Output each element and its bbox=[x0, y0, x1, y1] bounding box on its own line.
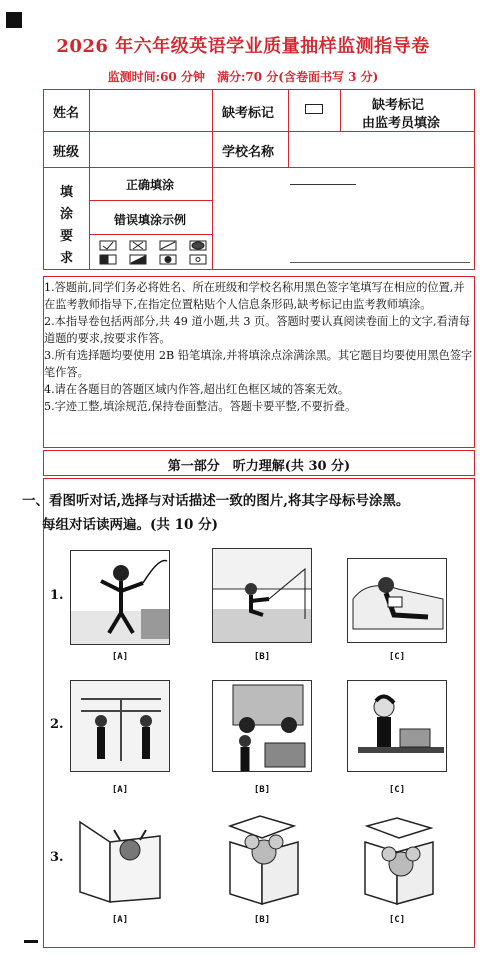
instruction-3: 3.所有选择题均要使用 2B 铅笔填涂,并将填涂点涂满涂黑。其它题目均要使用黑色签字笔作答。 bbox=[44, 349, 473, 379]
option-b[interactable]: [B] bbox=[253, 915, 271, 925]
part1-title: 第一部分 听力理解(共 30 分) bbox=[167, 459, 351, 474]
option-a[interactable]: [A] bbox=[111, 785, 129, 795]
class-label: 班级 bbox=[53, 145, 80, 160]
q1-title: 一、看图听对话,选择与对话描述一致的图片,将其字母标号涂黑。 bbox=[22, 493, 410, 509]
name-field[interactable] bbox=[91, 91, 211, 130]
fill-req-char: 填 bbox=[60, 185, 74, 200]
option-b[interactable]: [B] bbox=[253, 652, 271, 662]
option-c[interactable]: [C] bbox=[388, 915, 406, 925]
fill-req-char: 要 bbox=[60, 229, 74, 244]
instruction-2: 2.本指导卷包括两部分,共 49 道小题,共 3 页。答题时要认真阅读卷面上的文字,看清每道题的要求,按要求作答。 bbox=[44, 315, 471, 345]
picture-1c bbox=[347, 558, 447, 643]
divider bbox=[340, 89, 341, 131]
divider bbox=[89, 167, 90, 270]
page-title: 2026 年六年级英语学业质量抽样监测指导卷 bbox=[56, 36, 430, 57]
class-field[interactable] bbox=[91, 133, 211, 166]
picture-1b bbox=[212, 548, 312, 643]
instruction-5: 5.字迹工整,填涂规范,保持卷面整洁。答题卡要平整,不要折叠。 bbox=[44, 400, 357, 413]
divider bbox=[89, 200, 212, 201]
absent-label: 缺考标记 bbox=[222, 106, 275, 121]
alignment-mark bbox=[24, 940, 38, 943]
correct-fill-label: 正确填涂 bbox=[126, 178, 175, 192]
picture-2c bbox=[347, 680, 447, 772]
option-c[interactable]: [C] bbox=[388, 785, 406, 795]
question-number: 3. bbox=[50, 850, 64, 865]
q1-subtitle: 每组对话读两遍。(共 10 分) bbox=[42, 517, 218, 533]
page-subtitle: 监测时间:60 分钟 满分:70 分(含卷面书写 3 分) bbox=[107, 70, 379, 84]
fill-req-char: 涂 bbox=[60, 207, 74, 222]
absent-note-line2: 由监考员填涂 bbox=[362, 116, 441, 131]
school-label: 学校名称 bbox=[222, 145, 275, 160]
divider bbox=[288, 89, 289, 167]
fill-req-char: 求 bbox=[60, 251, 74, 266]
divider bbox=[89, 89, 90, 167]
option-c[interactable]: [C] bbox=[388, 652, 406, 662]
question-number: 1. bbox=[50, 588, 64, 603]
divider bbox=[43, 167, 475, 168]
picture-3a bbox=[70, 812, 170, 907]
instructions bbox=[44, 279, 474, 415]
instruction-4: 4.请在各题目的答题区域内作答,超出红色框区域的答案无效。 bbox=[44, 383, 350, 396]
barcode-line bbox=[290, 184, 356, 185]
alignment-mark bbox=[6, 12, 22, 28]
option-b[interactable]: [B] bbox=[253, 785, 271, 795]
absent-note-line1: 缺考标记 bbox=[372, 98, 425, 113]
instruction-1: 1.答题前,同学们务必将姓名、所在班级和学校名称用黑色签字笔填写在相应的位置,并在监考教师指导下,在指定位置粘贴个人信息条形码,缺考标记由监考教师填涂。 bbox=[44, 281, 465, 311]
divider bbox=[212, 167, 213, 270]
absent-mark-box[interactable] bbox=[305, 104, 323, 114]
divider bbox=[212, 89, 213, 167]
wrong-fill-label: 错误填涂示例 bbox=[114, 213, 187, 227]
name-label: 姓名 bbox=[53, 106, 80, 121]
picture-2b bbox=[212, 680, 312, 772]
picture-3c bbox=[347, 812, 447, 907]
divider bbox=[43, 131, 475, 132]
option-a[interactable]: [A] bbox=[111, 915, 129, 925]
school-field[interactable] bbox=[290, 133, 474, 166]
picture-3b bbox=[212, 812, 312, 907]
picture-2a bbox=[70, 680, 170, 772]
question-number: 2. bbox=[50, 717, 64, 732]
barcode-line bbox=[290, 262, 470, 263]
option-a[interactable]: [A] bbox=[111, 652, 129, 662]
picture-1a bbox=[70, 550, 170, 645]
divider bbox=[89, 234, 212, 235]
wrong-fill-samples bbox=[98, 238, 210, 268]
